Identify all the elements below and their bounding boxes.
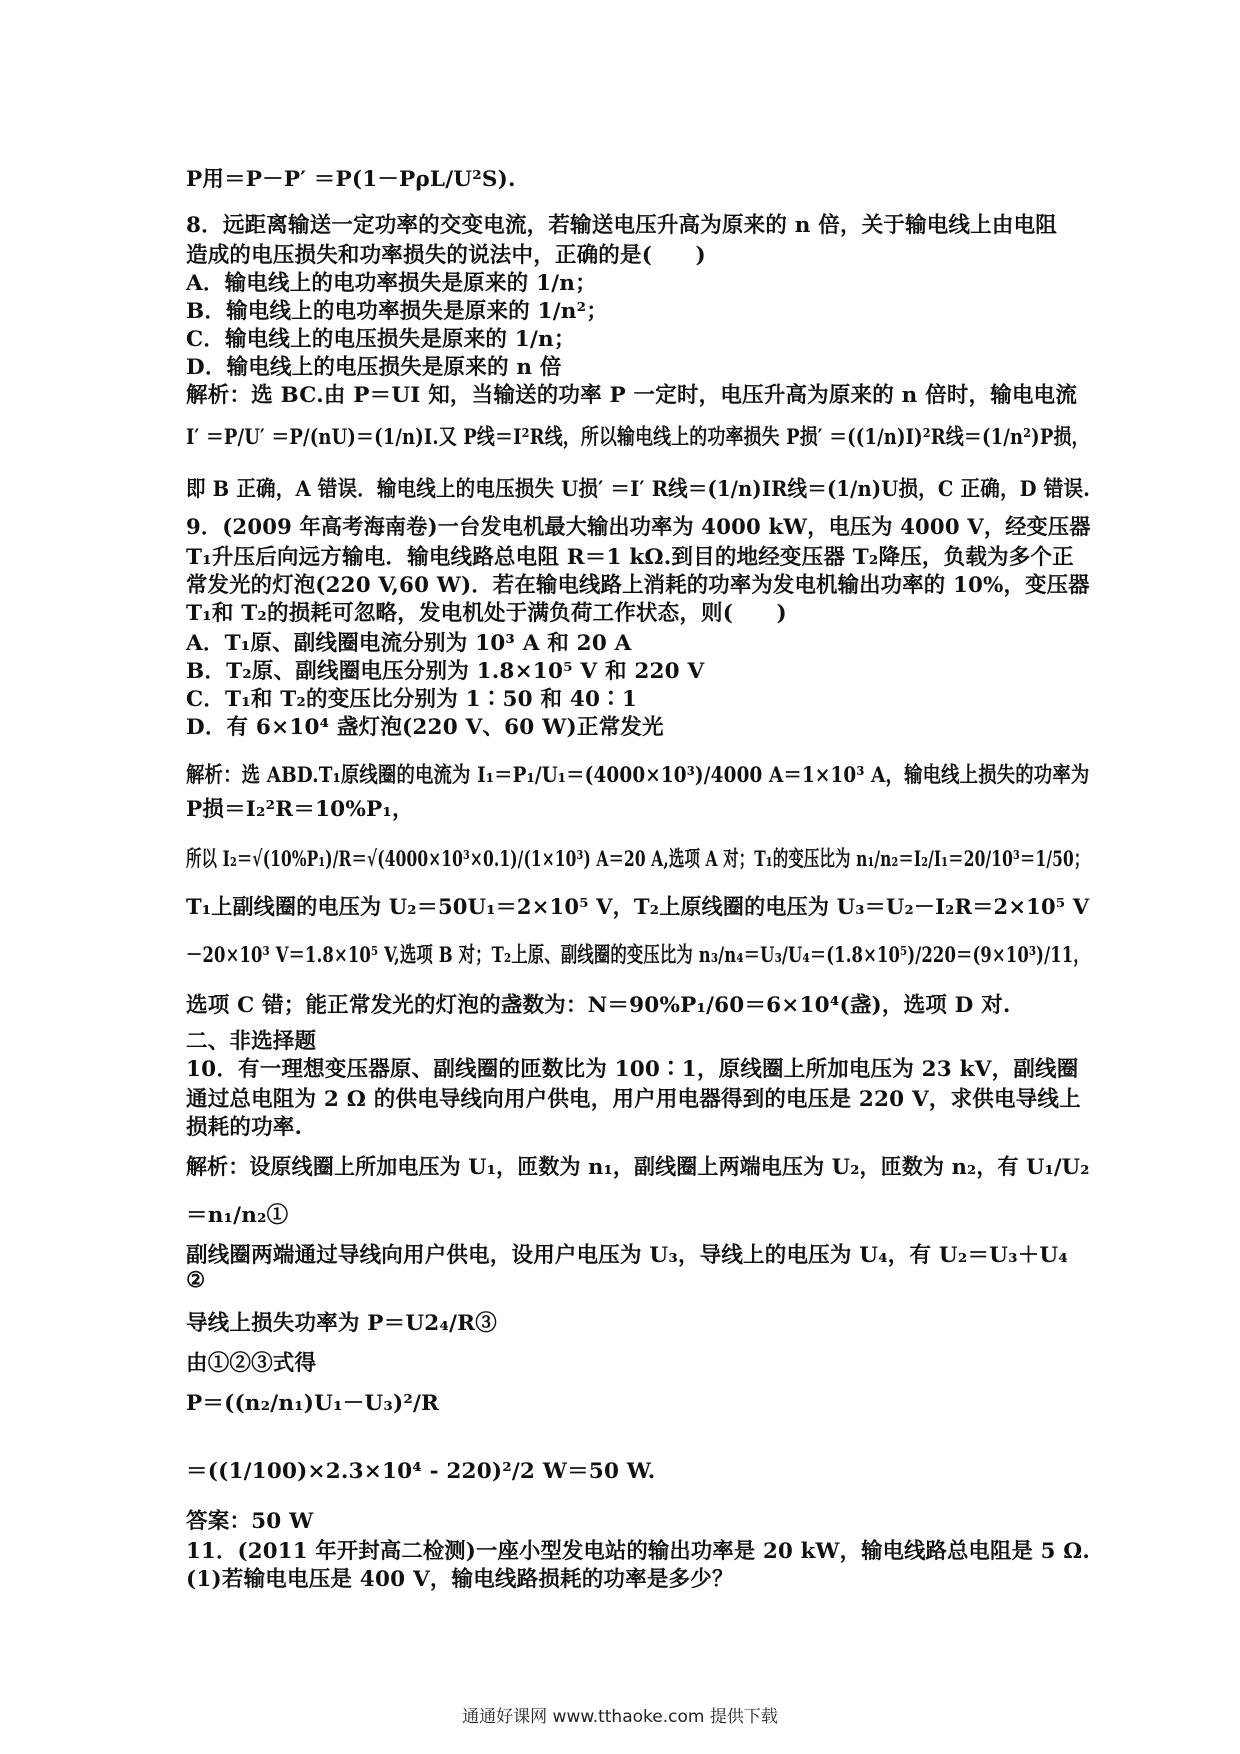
text-line: ＝n₁/n₂① <box>186 1203 289 1228</box>
text-line: 解析：选 ABD.T₁原线圈的电流为 I₁＝P₁/U₁＝(4000×10³)/4000 A＝1×10³ A，输电线上损失的功率为 <box>186 763 1090 788</box>
text-line: T₁升压后向远方输电．输电线路总电阻 R＝1 kΩ.到目的地经变压器 T₂降压，负载为多个正 <box>186 545 1074 570</box>
text-line: 解析：选 BC.由 P＝UI 知，当输送的功率 P 一定时，电压升高为原来的 n 倍时，输电电流 <box>186 383 1078 408</box>
text-line: 由①②③式得 <box>186 1351 317 1376</box>
text-line: 造成的电压损失和功率损失的说法中，正确的是( ) <box>186 243 706 268</box>
text-line: 11．(2011 年开封高二检测)一座小型发电站的输出功率是 20 kW，输电线路总电阻是 5 Ω. <box>186 1539 1090 1564</box>
text-line: 二、非选择题 <box>186 1029 317 1054</box>
text-line: D．有 6×10⁴ 盏灯泡(220 V、60 W)正常发光 <box>186 715 664 740</box>
text-line: B．T₂原、副线圈电压分别为 1.8×10⁵ V 和 220 V <box>186 659 705 684</box>
text-line: T₁上副线圈的电压为 U₂＝50U₁＝2×10⁵ V，T₂上原线圈的电压为 U₃＝U₂－I₂R＝2×10⁵ V <box>186 895 1090 920</box>
text-line: ② <box>186 1268 206 1293</box>
text-line: －20×10³ V＝1.8×10⁵ V,选项 B 对；T₂上原、副线圈的变压比为 n₃/n₄＝U₃/U₄＝(1.8×10⁵)/220＝(9×10³)/11， <box>186 943 1090 968</box>
text-line: 导线上损失功率为 P＝U2₄/R③ <box>186 1311 497 1336</box>
text-line: T₁和 T₂的损耗可忽略，发电机处于满负荷工作状态，则( ) <box>186 601 787 626</box>
text-line: P＝((n₂/n₁)U₁－U₃)²/R <box>186 1391 440 1416</box>
text-line: 9．(2009 年高考海南卷)一台发电机最大输出功率为 4000 kW，电压为 4000 V，经变压器 <box>186 515 1091 540</box>
text-line: P损＝I₂²R＝10%P₁， <box>186 797 414 822</box>
text-line: D．输电线上的电压损失是原来的 n 倍 <box>186 355 562 380</box>
text-line: 答案：50 W <box>186 1509 314 1534</box>
text-line: 副线圈两端通过导线向用户供电，设用户电压为 U₃，导线上的电压为 U₄，有 U₂＝U₃＋U₄ <box>186 1243 1068 1268</box>
text-line: C．T₁和 T₂的变压比分别为 1∶50 和 40∶1 <box>186 687 638 712</box>
text-line: 8．远距离输送一定功率的交变电流，若输送电压升高为原来的 n 倍，关于输电线上由电阻 <box>186 213 1057 238</box>
text-line: I′ ＝P/U′ ＝P/(nU)＝(1/n)I.又 P线＝I²R线，所以输电线上的功率损失 P损′ ＝((1/n)I)²R线＝(1/n²)P损， <box>186 425 1090 450</box>
text-line: 常发光的灯泡(220 V,60 W)．若在输电线路上消耗的功率为发电机输出功率的 10%，变压器 <box>186 573 1090 598</box>
text-line: B．输电线上的电功率损失是原来的 1/n²； <box>186 299 608 324</box>
text-line: A．输电线上的电功率损失是原来的 1/n； <box>186 271 597 296</box>
text-line: ＝((1/100)×2.3×10⁴ - 220)²/2 W＝50 W. <box>186 1459 656 1484</box>
text-line: P用＝P－P′ ＝P(1－PρL/U²S). <box>186 167 516 192</box>
text-line: (1)若输电电压是 400 V，输电线路损耗的功率是多少？ <box>186 1567 734 1592</box>
text-line: 即 B 正确，A 错误．输电线上的电压损失 U损′ ＝I′ R线＝(1/n)IR线＝(1/n)U损，C 正确，D 错误. <box>186 477 1091 502</box>
text-line: C．输电线上的电压损失是原来的 1/n； <box>186 327 576 352</box>
text-line: 所以 I₂＝√(10%P₁)/R＝√(4000×10³×0.1)/(1×10³) A＝20 A,选项 A 对；T₁的变压比为 n₁/n₂＝I₂/I₁＝20/10³＝1/50； <box>186 847 1090 872</box>
text-line: 通过总电阻为 2 Ω 的供电导线向用户供电，用户用电器得到的电压是 220 V，求供电导线上 <box>186 1087 1081 1112</box>
text-line: 选项 C 错；能正常发光的灯泡的盏数为：N＝90%P₁/60＝6×10⁴(盏)，选项 D 对. <box>186 993 1011 1018</box>
text-line: A．T₁原、副线圈电流分别为 10³ A 和 20 A <box>186 631 632 656</box>
text-line: 损耗的功率. <box>186 1115 303 1140</box>
text-line: 解析：设原线圈上所加电压为 U₁，匝数为 n₁，副线圈上两端电压为 U₂，匝数为 n₂，有 U₁/U₂ <box>186 1155 1090 1180</box>
page-footer[interactable]: 通通好课网 www.tthaoke.com 提供下载 <box>462 1707 778 1727</box>
text-line: 10．有一理想变压器原、副线圈的匝数比为 100∶1，原线圈上所加电压为 23 kV，副线圈 <box>186 1057 1079 1082</box>
